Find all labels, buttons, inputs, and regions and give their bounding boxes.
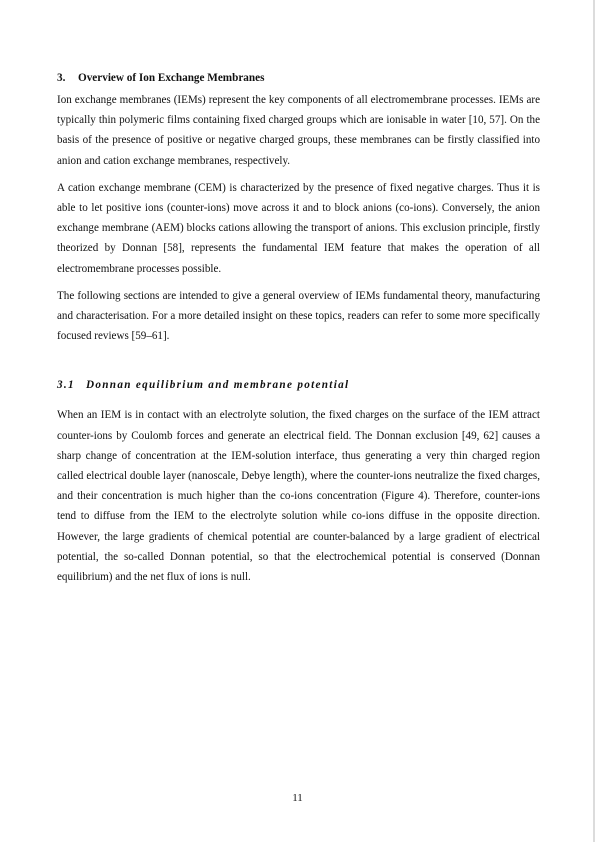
subsection-title: Donnan equilibrium and membrane potential: [86, 379, 350, 392]
page-content: [57, 71, 540, 587]
section-title: Overview of Ion Exchange Membranes: [78, 72, 265, 84]
section-number: 3.: [57, 72, 66, 84]
paragraph-sections-overview: The following sections are intended to give a general overview of IEMs fundamental theory, manufacturing and characterisation. For a more detailed insight on these topics, readers can refer to some more specifically focused reviews [59–61].: [57, 289, 540, 343]
paragraph-donnan-equilibrium: When an IEM is in contact with an electrolyte solution, the fixed charges on the surface of the IEM attract counter-ions by Coulomb forces and generate an electrical field. The Donnan exclusion [49, 62] causes a sharp change of concentration at the IEM-solution interface, thus generating a very thin charged region called electrical double layer (nanoscale, Debye length), where the counter-ions neutralize the fixed charges, and their concentration is much higher than the co-ions concentration (Figure 4). Therefore, counter-ions tend to diffuse from the IEM to the electrolyte solution while co-ions diffuse in the opposite direction. However, the large gradients of chemical potential are counter-balanced by a large gradient of electrical potential, the so-called Donnan potential, so that the electrochemical potential is conserved (Donnan equilibrium) and the net flux of ions is null.: [57, 409, 540, 584]
subsection-heading: [57, 378, 540, 392]
paragraph-ion-exchange-intro: Ion exchange membranes (IEMs) represent the key components of all electromembrane processes. IEMs are typically thin polymeric films containing fixed charged groups which are ionisable in water [10, 57]. On the basis of the presence of positive or negative charged groups, these membranes can be firstly classified into anion and cation exchange membranes, respectively.: [57, 94, 540, 167]
subsection-number: 3.1: [57, 379, 75, 392]
page-number: 11: [292, 792, 303, 804]
section-heading: [57, 71, 540, 85]
paragraph-cem-aem: A cation exchange membrane (CEM) is characterized by the presence of fixed negative charges. Thus it is able to let positive ions (counter-ions) move across it and to block anions (co-ions). Conversely, the anion exchange membrane (AEM) blocks cations allowing the transport of anions. This exclusion principle, firstly theorized by Donnan [58], represents the fundamental IEM feature that makes the operation of all electromembrane processes possible.: [57, 181, 540, 275]
